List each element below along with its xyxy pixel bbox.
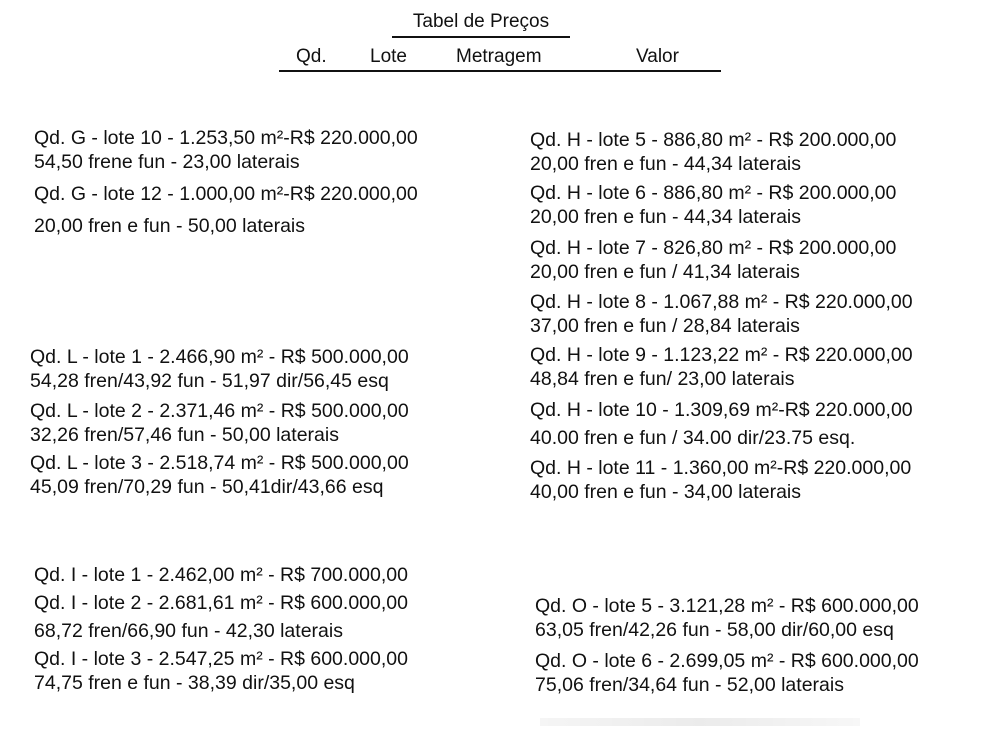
entry-line-1: Qd. L - lote 3 - 2.518,74 m² - R$ 500.000,00: [30, 452, 409, 474]
entry-line-1: Qd. H - lote 9 - 1.123,22 m² - R$ 220.000,00: [530, 344, 913, 366]
page-title: Tabel de Preços: [412, 11, 550, 32]
entry-line-1: Qd. L - lote 2 - 2.371,46 m² - R$ 500.000,00: [30, 400, 409, 422]
header-qd: Qd.: [296, 46, 327, 67]
entry-line-2: 45,09 fren/70,29 fun - 50,41dir/43,66 esq: [30, 476, 384, 498]
entry-qd-o-lote-6: [535, 649, 919, 697]
entry-line-2: 75,06 fren/34,64 fun - 52,00 laterais: [535, 674, 844, 696]
entry-line-1: Qd. G - lote 12 - 1.000,00 m²-R$ 220.000,00: [34, 183, 418, 205]
entry-qd-o-lote-5: [535, 594, 919, 642]
entry-qd-l-lote-1: [30, 345, 409, 393]
entry-line-2: 54,28 fren/43,92 fun - 51,97 dir/56,45 esq: [30, 370, 389, 392]
entry-line-2: 48,84 fren e fun/ 23,00 laterais: [530, 368, 795, 390]
entry-line-2: 20,00 fren e fun - 44,34 laterais: [530, 206, 802, 228]
header-underline: [279, 70, 721, 72]
entry-qd-h-lote-6: [530, 181, 896, 229]
scan-smudge: [540, 718, 860, 726]
entry-line-2: 20,00 fren e fun - 50,00 laterais: [34, 215, 306, 237]
entry-line-1: Qd. O - lote 5 - 3.121,28 m² - R$ 600.000,00: [535, 595, 919, 617]
entry-line-2: 54,50 frene fun - 23,00 laterais: [34, 151, 300, 173]
entry-qd-i-lote-1: [34, 563, 408, 587]
entry-line-2: 40.00 fren e fun / 34.00 dir/23.75 esq.: [530, 427, 856, 449]
header-lote: Lote: [370, 46, 407, 67]
entry-line-1: Qd. G - lote 10 - 1.253,50 m²-R$ 220.000,00: [34, 127, 418, 149]
entry-qd-h-lote-10: [530, 398, 913, 450]
entry-qd-l-lote-2: [30, 399, 409, 447]
title-underline: [392, 36, 570, 38]
entry-qd-i-lote-3: [34, 647, 408, 695]
entry-qd-g-lote-10: [34, 126, 418, 174]
entry-qd-i-lote-2: [34, 591, 408, 643]
entry-qd-h-lote-11: [530, 456, 911, 504]
entry-line-2: 20,00 fren e fun / 41,34 laterais: [530, 261, 800, 283]
entry-line-2: 68,72 fren/66,90 fun - 42,30 laterais: [34, 620, 343, 642]
entry-line-1: Qd. L - lote 1 - 2.466,90 m² - R$ 500.000,00: [30, 346, 409, 368]
entry-line-1: Qd. O - lote 6 - 2.699,05 m² - R$ 600.000,00: [535, 650, 919, 672]
entry-qd-h-lote-8: [530, 290, 913, 338]
header-valor: Valor: [636, 46, 679, 67]
entry-line-1: Qd. I - lote 3 - 2.547,25 m² - R$ 600.000,00: [34, 648, 408, 670]
entry-line-1: Qd. H - lote 6 - 886,80 m² - R$ 200.000,00: [530, 182, 897, 204]
entry-line-1: Qd. I - lote 2 - 2.681,61 m² - R$ 600.000,00: [34, 592, 408, 614]
entry-qd-h-lote-5: [530, 128, 896, 176]
entry-line-1: Qd. H - lote 10 - 1.309,69 m²-R$ 220.000,00: [530, 399, 913, 421]
header-metragem: Metragem: [456, 46, 542, 67]
entry-line-2: 20,00 fren e fun - 44,34 laterais: [530, 153, 802, 175]
entry-qd-l-lote-3: [30, 451, 409, 499]
entry-line-1: Qd. H - lote 5 - 886,80 m² - R$ 200.000,00: [530, 129, 897, 151]
entry-line-2: 37,00 fren e fun / 28,84 laterais: [530, 315, 800, 337]
entry-qd-h-lote-7: [530, 236, 896, 284]
entry-line-1: Qd. H - lote 7 - 826,80 m² - R$ 200.000,00: [530, 237, 897, 259]
entry-line-1: Qd. H - lote 8 - 1.067,88 m² - R$ 220.000,00: [530, 291, 913, 313]
entry-line-2: 40,00 fren e fun - 34,00 laterais: [530, 481, 802, 503]
entry-line-2: 74,75 fren e fun - 38,39 dir/35,00 esq: [34, 672, 355, 694]
entry-qd-g-lote-12: [34, 182, 418, 238]
entry-line-2: 32,26 fren/57,46 fun - 50,00 laterais: [30, 424, 339, 446]
entry-qd-h-lote-9: [530, 343, 913, 391]
entry-line-2: 63,05 fren/42,26 fun - 58,00 dir/60,00 esq: [535, 619, 894, 641]
entry-line-1: Qd. I - lote 1 - 2.462,00 m² - R$ 700.000,00: [34, 564, 408, 586]
entry-line-1: Qd. H - lote 11 - 1.360,00 m²-R$ 220.000,00: [530, 457, 912, 479]
